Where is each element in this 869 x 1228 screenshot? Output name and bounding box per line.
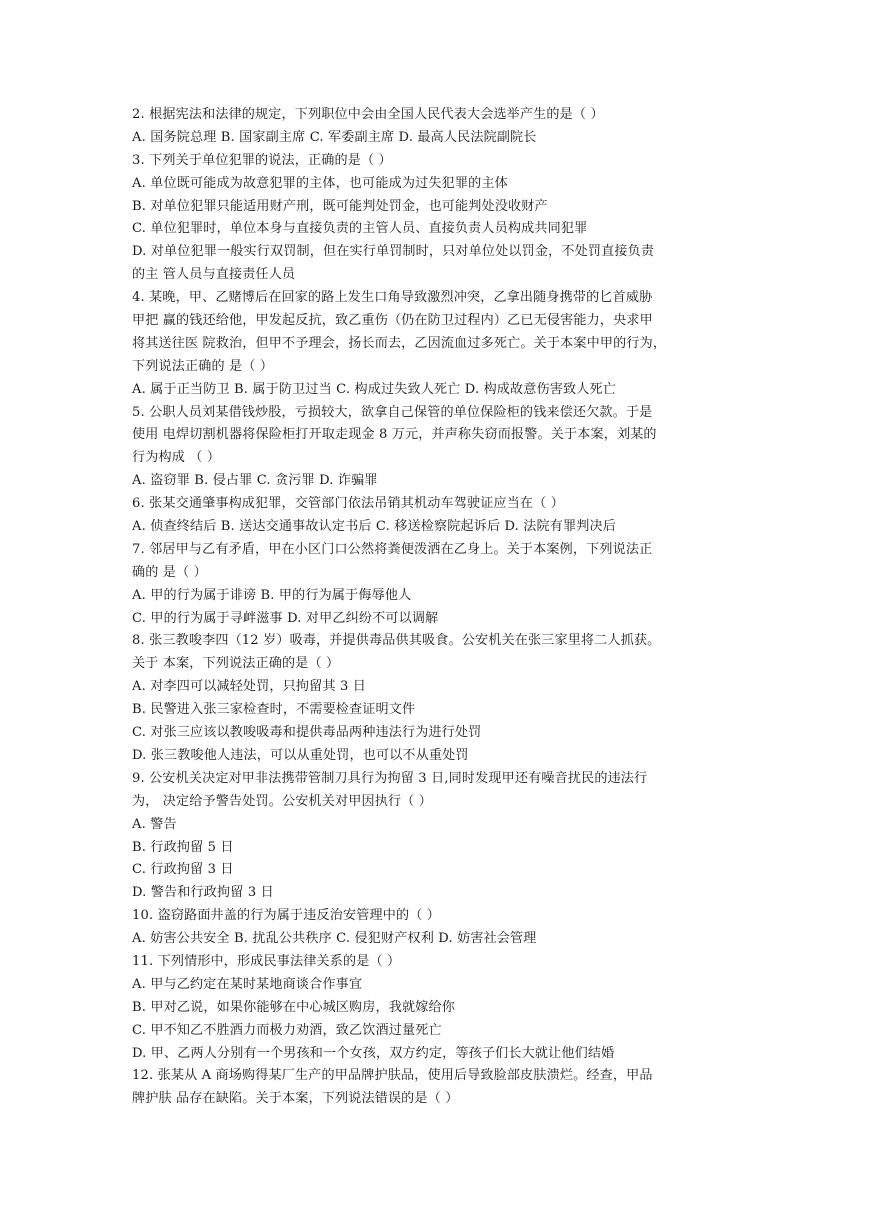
text-line: A. 甲与乙约定在某时某地商谈合作事宜 bbox=[132, 976, 363, 992]
text-line: B. 对单位犯罪只能适用财产刑，既可能判处罚金，也可能判处没收财产 bbox=[132, 198, 548, 214]
text-line: 牌护肤 品存在缺陷。关于本案，下列说法错误的是（ ） bbox=[132, 1091, 459, 1107]
text-line: C. 单位犯罪时，单位本身与直接负责的主管人员、直接负责人员构成共同犯罪 bbox=[132, 221, 588, 237]
text-line: B. 民警进入张三家检查时，不需要检查证明文件 bbox=[132, 702, 416, 718]
text-line: 为， 决定给予警告处罚。公安机关对甲因执行（ ） bbox=[132, 793, 432, 809]
text-line: C. 甲不知乙不胜酒力而极力劝酒，致乙饮酒过量死亡 bbox=[132, 1022, 442, 1038]
text-line: 行为构成 （ ） bbox=[132, 450, 221, 466]
text-line: 12. 张某从 A 商场购得某厂生产的甲品牌护肤品，使用后导致脸部皮肤溃烂。经查，甲品 bbox=[132, 1068, 653, 1084]
text-line: B. 甲对乙说，如果你能够在中心城区购房，我就嫁给你 bbox=[132, 999, 456, 1015]
text-line: 下列说法正确的 是（ ） bbox=[132, 358, 274, 374]
text-line: A. 国务院总理 B. 国家副主席 C. 军委副主席 D. 最高人民法院副院长 bbox=[132, 129, 537, 145]
text-line: 8. 张三教唆李四（12 岁）吸毒，并提供毒品供其吸食。公安机关在张三家里将二人抓获。 bbox=[132, 633, 661, 649]
document-body bbox=[132, 104, 744, 1111]
text-line: A. 单位既可能成为故意犯罪的主体，也可能成为过失犯罪的主体 bbox=[132, 175, 508, 191]
text-line: 的主 管人员与直接责任人员 bbox=[132, 267, 296, 283]
text-line: 甲把 赢的钱还给他，甲发起反抗，致乙重伤（仍在防卫过程内）乙已无侵害能力，央求甲 bbox=[132, 313, 653, 329]
text-line: A. 妨害公共安全 B. 扰乱公共秩序 C. 侵犯财产权利 D. 妨害社会管理 bbox=[132, 931, 537, 947]
text-line: 11. 下列情形中，形成民事法律关系的是（ ） bbox=[132, 953, 401, 969]
text-line: 7. 邻居甲与乙有矛盾，甲在小区门口公然将粪便泼洒在乙身上。关于本案例，下列说法正 bbox=[132, 541, 653, 557]
text-line: 10. 盗窃路面井盖的行为属于违反治安管理中的（ ） bbox=[132, 908, 441, 924]
text-line: 3. 下列关于单位犯罪的说法，正确的是（ ） bbox=[132, 152, 392, 168]
text-line: A. 甲的行为属于诽谤 B. 甲的行为属于侮辱他人 bbox=[132, 587, 412, 603]
text-line: D. 警告和行政拘留 3 日 bbox=[132, 885, 274, 901]
text-line: D. 甲、乙两人分别有一个男孩和一个女孩，双方约定，等孩子们长大就让他们结婚 bbox=[132, 1045, 615, 1061]
text-line: 确的 是（ ） bbox=[132, 564, 207, 580]
text-line: C. 甲的行为属于寻衅滋事 D. 对甲乙纠纷不可以调解 bbox=[132, 610, 439, 626]
text-line: A. 警告 bbox=[132, 816, 177, 832]
text-line: A. 对李四可以减轻处罚，只拘留其 3 日 bbox=[132, 679, 366, 695]
text-line: 2. 根据宪法和法律的规定，下列职位中会由全国人民代表大会选举产生的是（ ） bbox=[132, 107, 604, 122]
text-line: A. 盗窃罪 B. 侵占罪 C. 贪污罪 D. 诈骗罪 bbox=[132, 473, 378, 489]
text-line: 4. 某晚，甲、乙赌博后在回家的路上发生口角导致激烈冲突，乙拿出随身携带的匕首威胁 bbox=[132, 290, 653, 306]
text-line: A. 属于正当防卫 B. 属于防卫过当 C. 构成过失致人死亡 D. 构成故意伤害致人死亡 bbox=[132, 381, 617, 397]
text-line: 使用 电焊切割机器将保险柜打开取走现金 8 万元，并声称失窃而报警。关于本案，刘某的 bbox=[132, 427, 657, 443]
text-line: C. 对张三应该以教唆吸毒和提供毒品两种违法行为进行处罚 bbox=[132, 725, 482, 741]
text-line: 将其送往医 院救治，但甲不予理会，扬长而去，乙因流血过多死亡。关于本案中甲的行为， bbox=[132, 335, 667, 351]
text-line: 9. 公安机关决定对甲非法携带管制刀具行为拘留 3 日,同时发现甲还有噪音扰民的违法行 bbox=[132, 770, 648, 786]
text-line: 5. 公职人员刘某借钱炒股，亏损较大，欲拿自己保管的单位保险柜的钱来偿还欠款。于是 bbox=[132, 404, 653, 420]
text-line: A. 侦查终结后 B. 送达交通事故认定书后 C. 移送检察院起诉后 D. 法院有罪判决后 bbox=[132, 519, 617, 535]
text-line: 6. 张某交通肇事构成犯罪，交管部门依法吊销其机动车驾驶证应当在（ ） bbox=[132, 496, 564, 512]
text-line: D. 张三教唆他人违法，可以从重处罚，也可以不从重处罚 bbox=[132, 747, 469, 763]
text-line: B. 行政拘留 5 日 bbox=[132, 839, 234, 855]
text-line: C. 行政拘留 3 日 bbox=[132, 862, 234, 878]
text-line: D. 对单位犯罪一般实行双罚制，但在实行单罚制时，只对单位处以罚金，不处罚直接负责 bbox=[132, 244, 655, 260]
text-line: 关于 本案，下列说法正确的是（ ） bbox=[132, 656, 340, 672]
